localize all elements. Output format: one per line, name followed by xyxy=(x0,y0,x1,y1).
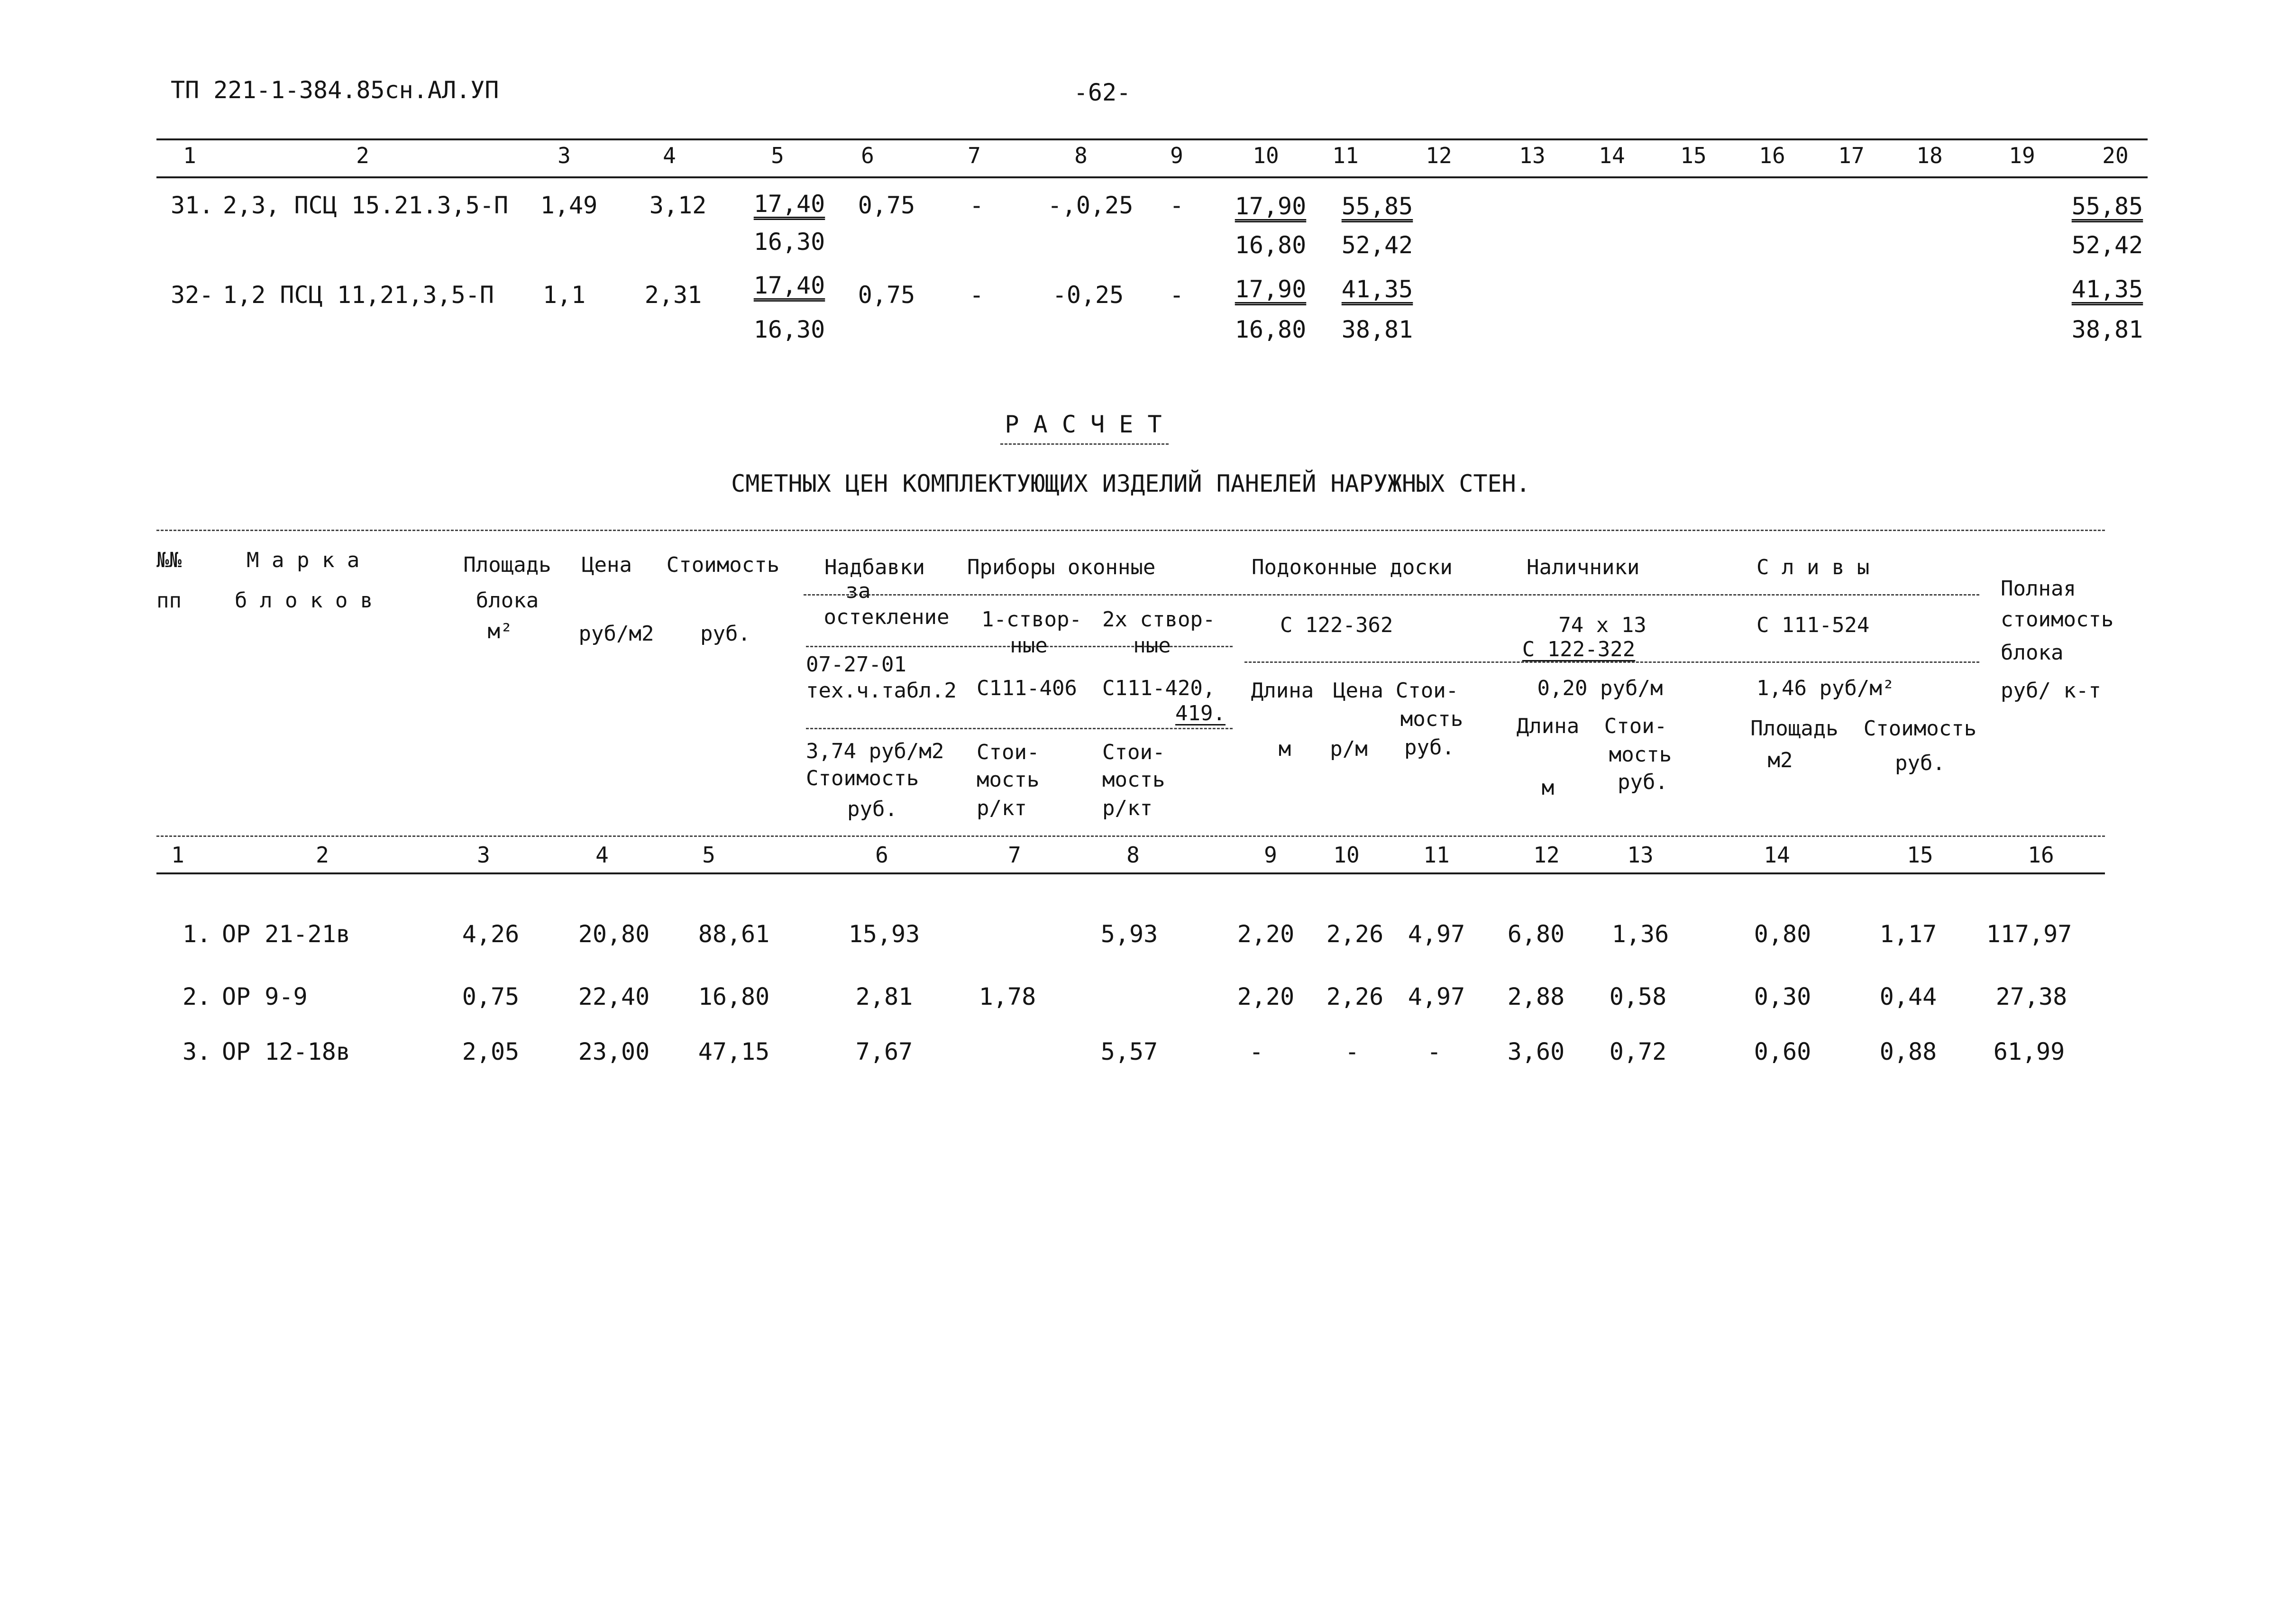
cell: 2,20 xyxy=(1237,983,1295,1010)
cell: 0,72 xyxy=(1609,1038,1667,1065)
cell: 4,26 xyxy=(462,920,520,948)
cell: -,0,25 xyxy=(1047,192,1134,219)
header-nadb: руб. xyxy=(847,797,897,821)
col-num: 12 xyxy=(1426,143,1452,168)
col-num: 15 xyxy=(1680,143,1707,168)
cell: 0,30 xyxy=(1754,983,1811,1010)
cell: 6,80 xyxy=(1507,920,1565,948)
col-num: 16 xyxy=(2028,842,2054,868)
cell: 5,57 xyxy=(1100,1038,1158,1065)
col-num: 18 xyxy=(1916,143,1943,168)
cell: 0,80 xyxy=(1754,920,1811,948)
header-nal-length: м xyxy=(1541,776,1555,800)
col-num: 6 xyxy=(861,143,874,168)
col-num: 14 xyxy=(1599,143,1625,168)
col-num: 13 xyxy=(1627,842,1654,868)
nadb-rate-rule xyxy=(806,728,1233,729)
header-prib2: 2х створ- xyxy=(1102,607,1216,632)
cell: 0,60 xyxy=(1754,1038,1811,1065)
header-mark: б л о к о в xyxy=(235,588,373,613)
section-title-underline xyxy=(1000,443,1169,445)
header-nadb: Стоимость xyxy=(806,766,919,790)
header-prib2: ные xyxy=(1133,633,1171,658)
cell: 1,78 xyxy=(979,983,1036,1010)
col-num: 19 xyxy=(2009,143,2035,168)
header-sliv-area: Площадь xyxy=(1750,716,1839,741)
header-price: руб/м2 xyxy=(578,622,654,646)
cell: 23,00 xyxy=(578,1038,650,1065)
row-name: 2,3, ПСЦ 15.21.3,5-П xyxy=(223,192,509,219)
header-nadb: 07-27-01 xyxy=(806,652,906,677)
cell: 2,88 xyxy=(1507,983,1565,1010)
prib-group-rule xyxy=(804,594,1979,596)
header-prib1: 1-створ- xyxy=(981,607,1082,632)
col-num: 7 xyxy=(968,143,981,168)
section-subtitle: СМЕТНЫХ ЦЕН КОМПЛЕКТУЮЩИХ ИЗДЕЛИЙ ПАНЕЛЕЙ НАРУЖНЫХ СТЕН. xyxy=(731,470,1530,497)
header-prib-title: Приборы оконные xyxy=(967,555,1156,579)
cell: 2,81 xyxy=(855,983,913,1010)
row-number: 32- xyxy=(171,281,214,309)
cell: 2,20 xyxy=(1237,920,1295,948)
cell: 88,61 xyxy=(698,920,770,948)
col-num: 6 xyxy=(875,842,888,868)
cell: 16,80 xyxy=(698,983,770,1010)
header-total: руб/ к-т xyxy=(2001,679,2101,703)
row-number: 1. xyxy=(183,920,211,948)
col-num: 9 xyxy=(1264,842,1277,868)
header-podok-cost: мость xyxy=(1400,707,1464,731)
col-num: 16 xyxy=(1759,143,1785,168)
header-nadb: остекление xyxy=(823,605,950,629)
cell-lower: 16,80 xyxy=(1235,231,1307,259)
header-prib1: Стои- xyxy=(977,740,1040,764)
section-title: Р А С Ч Е Т xyxy=(1005,411,1162,438)
col-num: 3 xyxy=(477,842,490,868)
main-table-rule-colnums xyxy=(156,872,2105,874)
header-podok-code: С 122-362 xyxy=(1280,613,1393,637)
cell: 2,31 xyxy=(644,281,702,309)
cell: - xyxy=(969,192,984,219)
col-num: 10 xyxy=(1333,842,1360,868)
document-code: ТП 221-1-384.85сн.АЛ.УП xyxy=(171,76,499,104)
header-sliv-title: С л и в ы xyxy=(1756,555,1870,579)
cell: 1,36 xyxy=(1611,920,1669,948)
col-num: 15 xyxy=(1907,842,1933,868)
row-number: 2. xyxy=(183,983,211,1010)
header-nadb: за xyxy=(845,579,871,603)
cell: 0,44 xyxy=(1879,983,1937,1010)
header-nal-dim: 74 х 13 xyxy=(1558,613,1647,637)
header-nal-cost: Стои- xyxy=(1604,714,1667,738)
cell: 117,97 xyxy=(1986,920,2072,948)
cell-lower: 16,30 xyxy=(753,316,825,343)
cell: 1,1 xyxy=(542,281,586,309)
col-num: 2 xyxy=(316,842,329,868)
header-price: Цена xyxy=(582,553,632,577)
col-num: 7 xyxy=(1008,842,1021,868)
header-area: Площадь xyxy=(463,553,551,577)
header-sliv-cost: Стоимость xyxy=(1863,716,1977,741)
cell-lower: 16,30 xyxy=(753,228,825,256)
cell: 1,49 xyxy=(540,192,598,219)
cell-lower: 16,80 xyxy=(1235,316,1307,343)
page-number: -62- xyxy=(1073,79,1131,106)
cell: 27,38 xyxy=(1995,983,2067,1010)
col-num: 13 xyxy=(1519,143,1546,168)
header-cost: руб. xyxy=(700,622,750,646)
cell: 0,75 xyxy=(462,983,520,1010)
col-num: 14 xyxy=(1764,842,1790,868)
cell-lower: 38,81 xyxy=(2071,316,2143,343)
col-num: 4 xyxy=(663,143,676,168)
col-num: 5 xyxy=(702,842,715,868)
header-nadb: Надбавки xyxy=(824,555,925,579)
main-table-rule-top xyxy=(156,530,2105,531)
cell-upper: 41,35 xyxy=(1341,275,1413,303)
col-num: 17 xyxy=(1838,143,1865,168)
col-num: 4 xyxy=(595,842,609,868)
cell: 20,80 xyxy=(578,920,650,948)
header-nal-rate: 0,20 руб/м xyxy=(1537,676,1663,700)
header-podok-cost: Стои- xyxy=(1395,679,1459,703)
cell-lower: 38,81 xyxy=(1341,316,1413,343)
cell: 4,97 xyxy=(1408,983,1465,1010)
cell-upper: 55,85 xyxy=(2071,193,2143,220)
cell: - xyxy=(969,281,984,309)
header-num: №№ xyxy=(156,548,182,572)
col-num: 20 xyxy=(2102,143,2129,168)
header-prib1: мость xyxy=(977,768,1040,792)
cell: 1,17 xyxy=(1879,920,1937,948)
cell: 2,26 xyxy=(1326,920,1384,948)
cell-lower: 52,42 xyxy=(2071,231,2143,259)
header-nal-cost: руб. xyxy=(1618,770,1668,794)
cell: 5,93 xyxy=(1100,920,1158,948)
col-num: 11 xyxy=(1423,842,1450,868)
cell: 3,12 xyxy=(649,192,707,219)
col-num: 2 xyxy=(356,143,369,168)
cell: 0,75 xyxy=(858,192,915,219)
col-num: 11 xyxy=(1332,143,1359,168)
cell: 0,58 xyxy=(1609,983,1667,1010)
cell: - xyxy=(1345,1038,1360,1065)
cell: 47,15 xyxy=(698,1038,770,1065)
cell: - xyxy=(1249,1038,1264,1065)
col-num: 12 xyxy=(1533,842,1560,868)
header-prib1: р/кт xyxy=(977,796,1027,820)
header-prib2: р/кт xyxy=(1102,796,1153,820)
row-number: 3. xyxy=(183,1038,211,1065)
col-num: 8 xyxy=(1074,143,1088,168)
cell-upper: 17,40 xyxy=(753,272,825,299)
header-podok-length: Длина xyxy=(1251,679,1314,703)
header-prib2: Стои- xyxy=(1102,740,1165,764)
cell: 22,40 xyxy=(578,983,650,1010)
header-total: блока xyxy=(2001,641,2064,665)
cell-upper: 17,90 xyxy=(1235,275,1307,303)
header-prib2: 419. xyxy=(1175,701,1226,725)
cell-upper: 17,90 xyxy=(1235,193,1307,220)
cell: - xyxy=(1169,192,1184,219)
top-table-rule-header xyxy=(156,176,2148,178)
cell: 2,05 xyxy=(462,1038,520,1065)
header-nal-cost: мость xyxy=(1609,743,1672,767)
row-mark: ОР 21-21в xyxy=(222,920,350,948)
col-num: 1 xyxy=(171,842,184,868)
header-nadb: 3,74 руб/м2 xyxy=(806,739,944,763)
header-mark: М а р к а xyxy=(247,548,360,572)
cell: -0,25 xyxy=(1052,281,1124,309)
podok-nal-sliv-rule xyxy=(1244,661,1979,663)
row-name: 1,2 ПСЦ 11,21,3,5-П xyxy=(223,281,494,309)
header-sliv-cost: руб. xyxy=(1895,751,1945,775)
header-sliv-code: С 111-524 xyxy=(1756,613,1870,637)
cell: 0,75 xyxy=(858,281,915,309)
header-sliv-rate: 1,46 руб/м² xyxy=(1756,676,1895,700)
header-nal-code: С 122-322 xyxy=(1522,637,1636,661)
col-num: 9 xyxy=(1170,143,1183,168)
cell: 15,93 xyxy=(848,920,920,948)
header-podok-length: м xyxy=(1278,737,1291,761)
header-podok-price: р/м xyxy=(1330,737,1368,761)
cell: 4,97 xyxy=(1408,920,1465,948)
row-number: 31. xyxy=(171,192,214,219)
header-podok-price: Цена xyxy=(1333,679,1383,703)
row-mark: ОР 12-18в xyxy=(222,1038,350,1065)
header-podok-title: Подоконные доски xyxy=(1252,555,1453,579)
cell: 7,67 xyxy=(855,1038,913,1065)
cell: 3,60 xyxy=(1507,1038,1565,1065)
main-table-rule-header xyxy=(156,835,2105,837)
header-sliv-area: м2 xyxy=(1767,748,1793,772)
cell: 61,99 xyxy=(1993,1038,2065,1065)
cell: 0,88 xyxy=(1879,1038,1937,1065)
header-area: блока xyxy=(476,588,539,613)
row-mark: ОР 9-9 xyxy=(222,983,308,1010)
header-prib1: С111-406 xyxy=(977,676,1077,700)
header-podok-cost: руб. xyxy=(1404,735,1454,760)
header-prib2: мость xyxy=(1102,768,1165,792)
cell: - xyxy=(1427,1038,1442,1065)
header-total: Полная xyxy=(2001,577,2076,601)
cell-upper: 17,40 xyxy=(753,190,825,218)
header-nal-title: Наличники xyxy=(1527,555,1640,579)
cell-lower: 52,42 xyxy=(1341,231,1413,259)
col-num: 3 xyxy=(558,143,571,168)
header-prib1: ные xyxy=(1010,633,1048,658)
header-total: стоимость xyxy=(2001,607,2114,632)
header-cost: Стоимость xyxy=(666,553,780,577)
top-table-rule-top xyxy=(156,138,2148,140)
col-num: 1 xyxy=(183,143,196,168)
cell-upper: 41,35 xyxy=(2071,275,2143,303)
col-num: 10 xyxy=(1253,143,1279,168)
header-area: м² xyxy=(487,619,513,643)
header-prib2: С111-420, xyxy=(1102,676,1216,700)
col-num: 5 xyxy=(771,143,784,168)
header-num: пп xyxy=(156,588,182,613)
col-num: 8 xyxy=(1126,842,1140,868)
cell: - xyxy=(1169,281,1184,309)
cell-upper: 55,85 xyxy=(1341,193,1413,220)
header-nal-length: Длина xyxy=(1516,714,1580,738)
cell: 2,26 xyxy=(1326,983,1384,1010)
header-nadb: тех.ч.табл.2 xyxy=(806,679,957,703)
